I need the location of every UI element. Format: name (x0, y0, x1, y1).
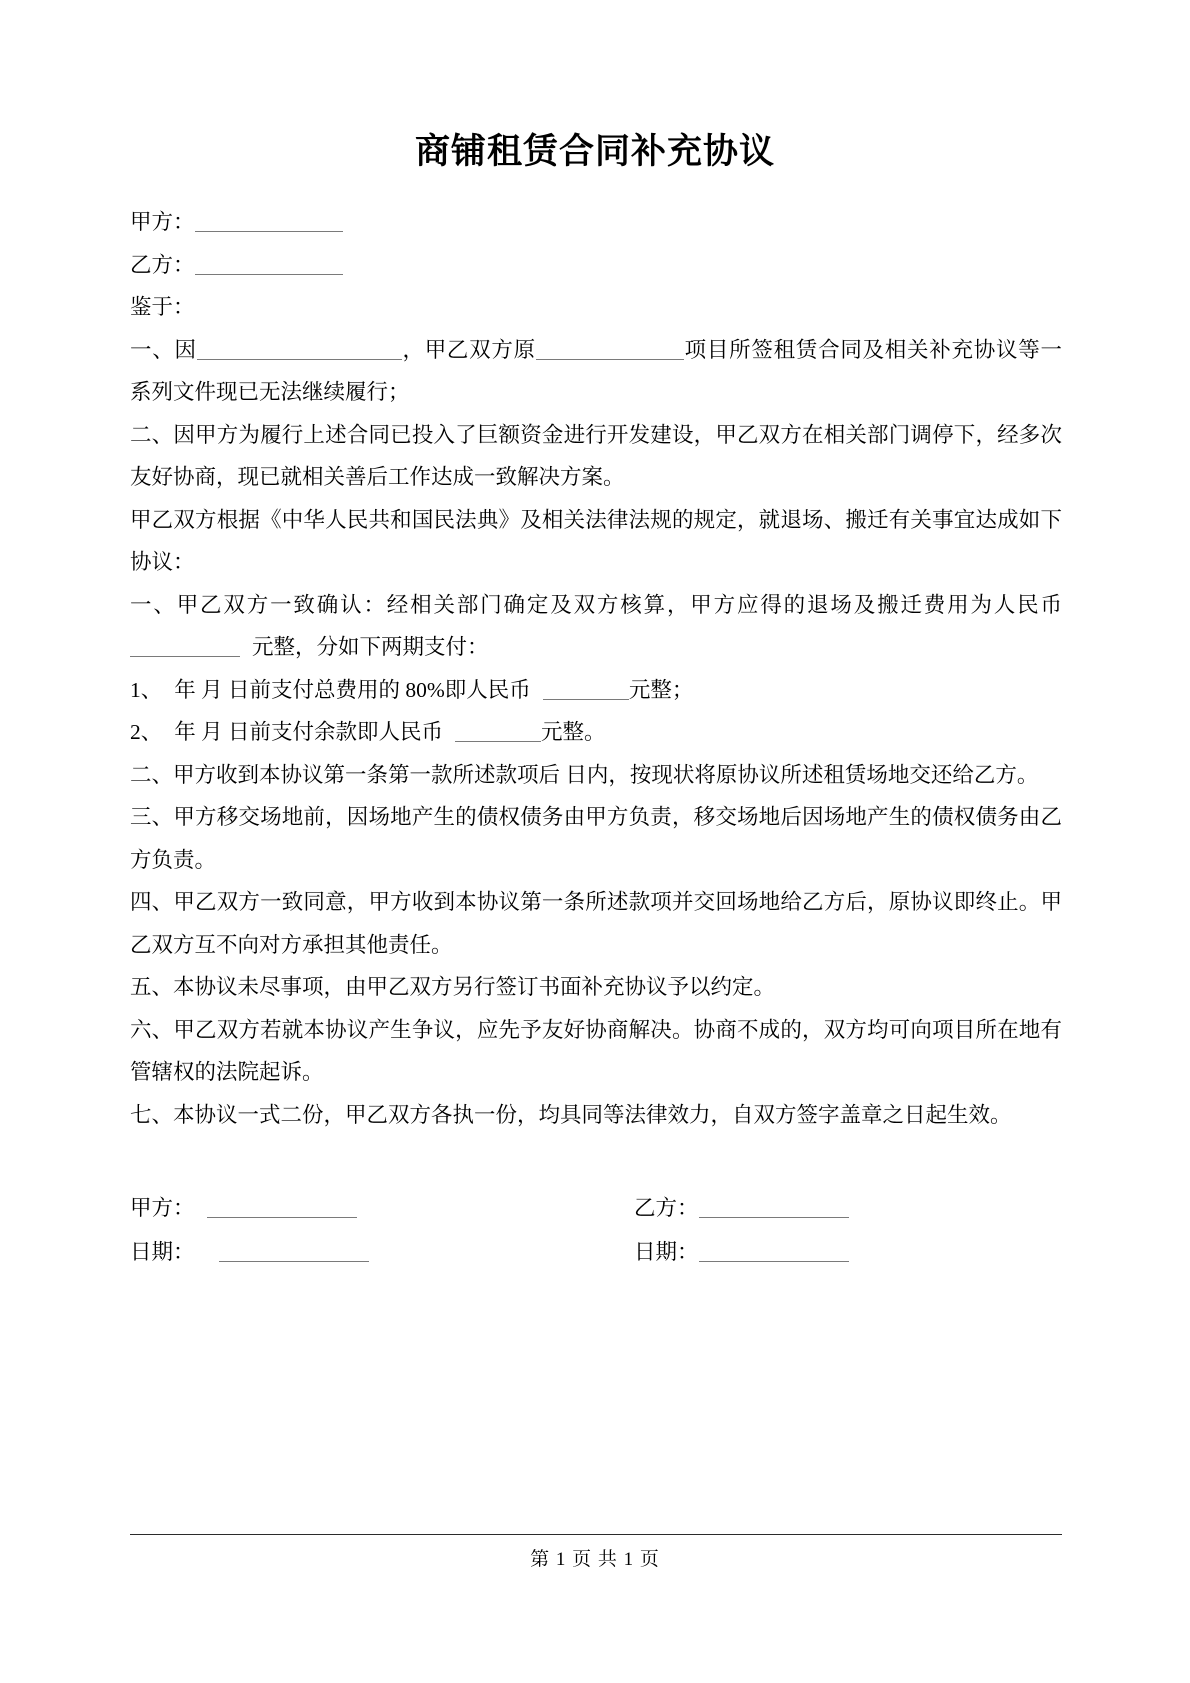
clause-1-item-2-number: 2、 (130, 720, 163, 745)
clause-1-item-2-blank[interactable] (455, 741, 541, 742)
clause-1-item-1-number: 1、 (130, 677, 163, 702)
preamble: 甲乙双方根据《中华人民共和国民法典》及相关法律法规的规定，就退场、搬迁有关事宜达成如下协议： (130, 507, 1062, 575)
party-a-line (130, 201, 1062, 244)
recital-1-blank-reason[interactable] (197, 359, 402, 360)
clause-1 (130, 584, 1062, 669)
clause-1-item-1 (130, 669, 1062, 712)
recital-1-suffix: 项目所签租赁合同及相关补充协议等一系列文件现已无法继续履行； (130, 337, 1062, 405)
party-b-label: 乙方： (130, 252, 195, 277)
clause-1-item-2 (130, 711, 1062, 754)
clause-5: 五、本协议未尽事项，由甲乙双方另行签订书面补充协议予以约定。 (130, 975, 776, 1000)
signature-column-party-a (130, 1186, 596, 1274)
clause-4: 四、甲乙双方一致同意，甲方收到本协议第一条所述款项并交回场地给乙方后，原协议即终止。甲乙双方互不向对方承担其他责任。 (130, 890, 1062, 957)
clause-1-item-2-suffix: 元整。 (541, 720, 606, 745)
clause-1-item-1-suffix: 元整； (628, 677, 694, 702)
party-a-label: 甲方： (130, 210, 195, 235)
clause-1-prefix: 一、甲乙双方一致确认：经相关部门确定及双方核算，甲方应得的退场及搬迁费用为人民币 (130, 592, 1062, 617)
signature-date-a-row (130, 1230, 596, 1274)
whereas-line (130, 286, 1062, 329)
signature-party-a-blank[interactable] (207, 1217, 357, 1218)
clause-1-item-1-prefix: 年 月 日前支付总费用的 80%即人民币 (174, 677, 531, 702)
signature-party-b-label: 乙方： (634, 1196, 699, 1221)
signature-block (0, 1186, 1190, 1274)
clause-3: 三、甲方移交场地前，因场地产生的债权债务由甲方负责，移交场地后因场地产生的债权债务由乙方负责。 (130, 805, 1062, 872)
clause-1-blank-amount[interactable] (130, 656, 240, 657)
signature-party-b-blank[interactable] (699, 1217, 849, 1218)
recital-1-mid: ，甲乙双方原 (401, 337, 536, 362)
signature-party-a-row (130, 1186, 596, 1230)
signature-column-party-b (596, 1186, 1062, 1274)
recital-1 (130, 329, 1062, 414)
recital-1-blank-project[interactable] (536, 359, 684, 360)
footer-page-number: 第 1 页 共 1 页 (530, 1549, 660, 1570)
party-a-blank[interactable] (195, 231, 343, 232)
signature-date-b-row (634, 1230, 1062, 1274)
clause-2: 二、甲方收到本协议第一条第一款所述款项后 日内，按现状将原协议所述租赁场地交还给乙方。 (130, 762, 1039, 787)
page-footer (0, 1534, 1190, 1571)
clause-6: 六、甲乙双方若就本协议产生争议，应先予友好协商解决。协商不成的，双方均可向项目所在地有管辖权的法院起诉。 (130, 1017, 1062, 1085)
clause-1-item-2-prefix: 年 月 日前支付余款即人民币 (174, 720, 444, 745)
signature-date-a-label: 日期： (130, 1240, 195, 1265)
signature-date-a-blank[interactable] (219, 1261, 369, 1262)
clause-1-item-1-blank[interactable] (543, 699, 629, 700)
signature-party-b-row (634, 1186, 1062, 1230)
signature-party-a-label: 甲方： (130, 1196, 195, 1221)
clause-1-suffix: 元整，分如下两期支付： (252, 635, 489, 660)
party-b-line (130, 244, 1062, 287)
signature-date-b-blank[interactable] (699, 1261, 849, 1262)
clause-7: 七、本协议一式二份，甲乙双方各执一份，均具同等法律效力，自双方签字盖章之日起生效。 (130, 1102, 1012, 1127)
document-body (0, 201, 1190, 1136)
party-b-blank[interactable] (195, 274, 343, 275)
recital-1-prefix: 一、因 (130, 337, 197, 362)
whereas-label: 鉴于： (130, 295, 195, 320)
signature-date-b-label: 日期： (634, 1240, 699, 1265)
page-title: 商铺租赁合同补充协议 (414, 132, 775, 171)
footer-divider (130, 1534, 1062, 1535)
recital-2: 二、因甲方为履行上述合同已投入了巨额资金进行开发建设，甲乙双方在相关部门调停下，经多次友好协商，现已就相关善后工作达成一致解决方案。 (130, 422, 1062, 490)
